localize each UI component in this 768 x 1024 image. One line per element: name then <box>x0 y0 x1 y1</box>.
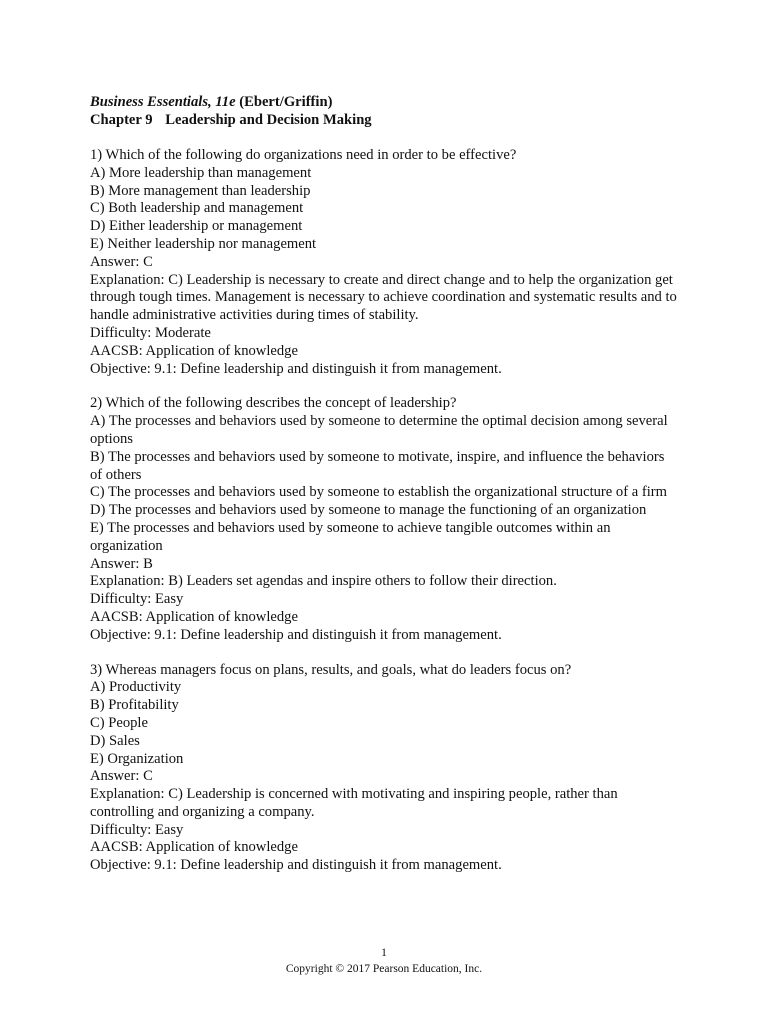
explanation: Explanation: B) Leaders set agendas and inspire others to follow their direction. <box>90 573 557 590</box>
difficulty: Difficulty: Easy <box>90 821 184 838</box>
answer-option: A) The processes and behaviors used by someone to determine the optimal decision among several options <box>90 413 668 447</box>
answer-option: A) Productivity <box>90 679 182 696</box>
chapter-title: Leadership and Decision Making <box>165 112 372 128</box>
copyright-notice: Copyright © 2017 Pearson Education, Inc. <box>285 963 483 975</box>
book-authors: (Ebert/Griffin) <box>239 94 333 110</box>
answer-key: Answer: C <box>90 768 153 785</box>
book-header <box>90 93 680 111</box>
chapter-number: Chapter 9 <box>90 112 153 128</box>
answer-option: C) Both leadership and management <box>90 200 304 217</box>
explanation: Explanation: C) Leadership is necessary to create and direct change and to help the organization get through tough times. Management is necessary to achieve coordination and systematic results and to handle administrative activities during times of stability. <box>90 271 677 324</box>
question-1 <box>90 147 680 378</box>
answer-option: E) The processes and behaviors used by someone to achieve tangible outcomes within an organization <box>90 519 611 554</box>
aacsb: AACSB: Application of knowledge <box>90 342 298 359</box>
question-2 <box>90 395 680 644</box>
answer-key: Answer: B <box>90 555 153 572</box>
answer-option: C) The processes and behaviors used by someone to establish the organizational structure of a firm <box>90 484 667 501</box>
objective: Objective: 9.1: Define leadership and distinguish it from management. <box>90 857 502 874</box>
answer-option: E) Organization <box>90 750 184 767</box>
answer-option: E) Neither leadership nor management <box>90 235 317 252</box>
answer-key: Answer: C <box>90 253 153 270</box>
page-number: 1 <box>381 947 387 959</box>
aacsb: AACSB: Application of knowledge <box>90 608 298 625</box>
explanation: Explanation: C) Leadership is concerned with motivating and inspiring people, rather than controlling and organizing a company. <box>90 786 618 820</box>
question-prompt: 2) Which of the following describes the concept of leadership? <box>90 395 457 412</box>
answer-option: B) The processes and behaviors used by someone to motivate, inspire, and influence the behaviors of others <box>90 448 665 483</box>
chapter-header <box>90 111 680 129</box>
answer-option: A) More leadership than management <box>90 164 312 181</box>
difficulty: Difficulty: Easy <box>90 591 184 608</box>
answer-option: D) The processes and behaviors used by someone to manage the functioning of an organization <box>90 502 647 519</box>
answer-option: C) People <box>90 714 148 731</box>
answer-option: B) More management than leadership <box>90 182 311 199</box>
difficulty: Difficulty: Moderate <box>90 324 211 341</box>
objective: Objective: 9.1: Define leadership and distinguish it from management. <box>90 360 502 377</box>
question-prompt: 1) Which of the following do organizations need in order to be effective? <box>90 147 517 163</box>
question-3 <box>90 662 680 876</box>
question-prompt: 3) Whereas managers focus on plans, results, and goals, what do leaders focus on? <box>90 661 572 678</box>
answer-option: D) Sales <box>90 732 140 749</box>
book-title: Business Essentials, 11e <box>90 94 236 110</box>
document-content <box>90 93 680 892</box>
answer-option: D) Either leadership or management <box>90 218 303 235</box>
aacsb: AACSB: Application of knowledge <box>90 839 298 856</box>
objective: Objective: 9.1: Define leadership and distinguish it from management. <box>90 626 502 643</box>
answer-option: B) Profitability <box>90 697 179 714</box>
